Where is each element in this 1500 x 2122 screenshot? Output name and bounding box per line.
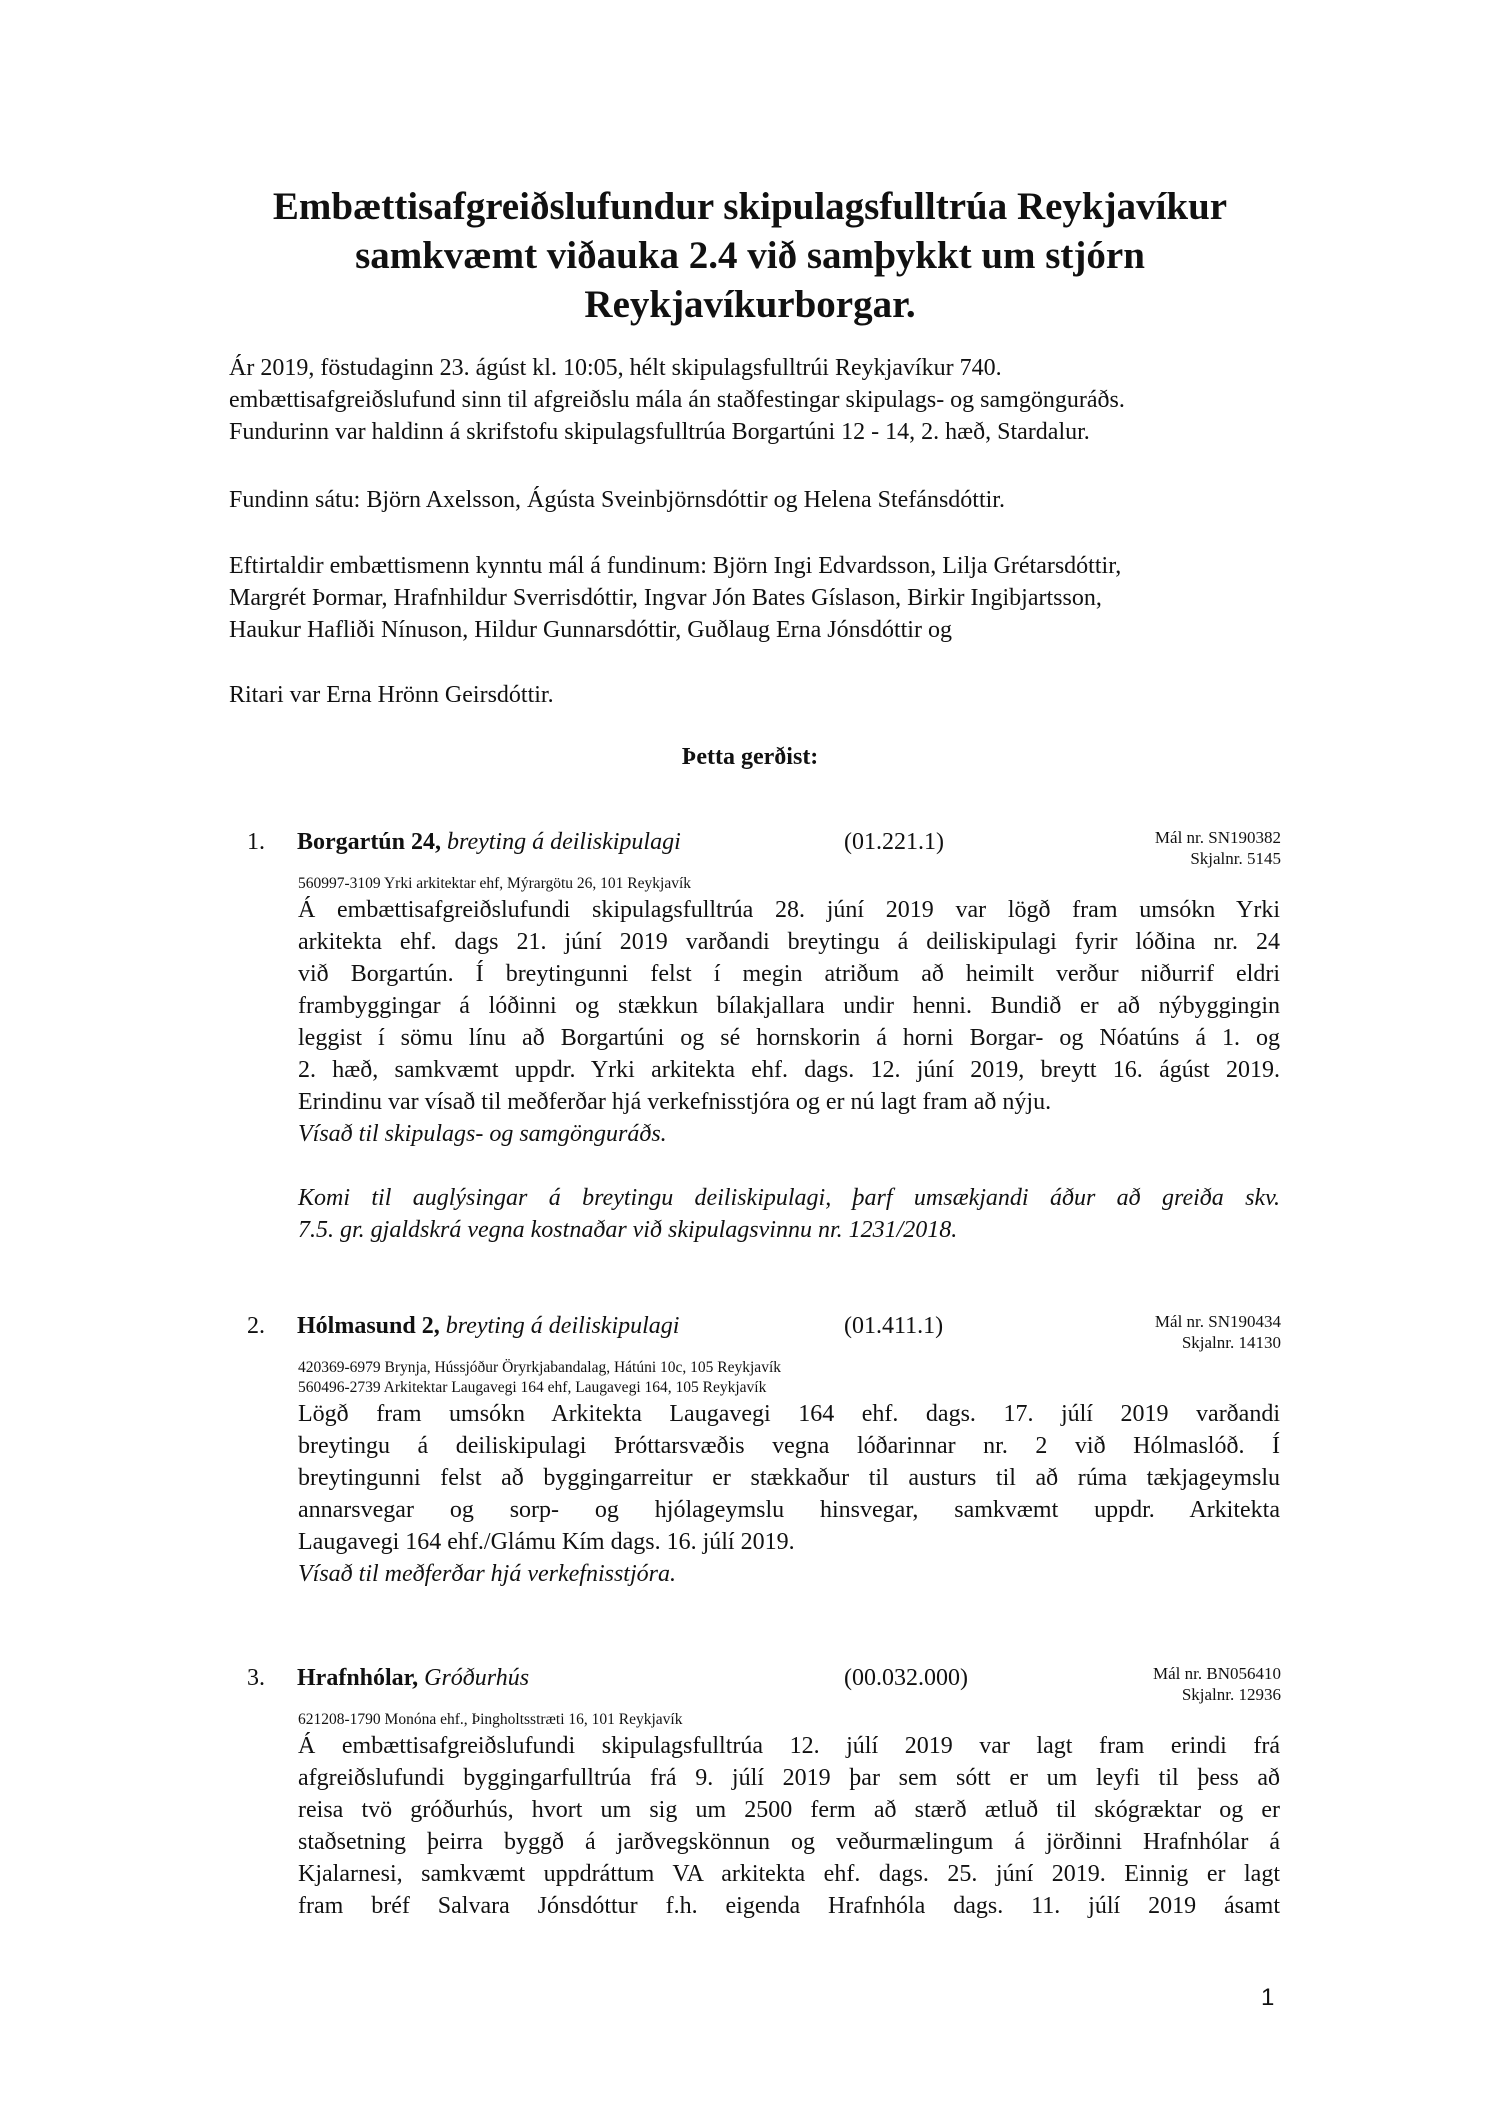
document-number: Skjalnr. 5145 bbox=[1190, 849, 1281, 868]
applicant: 560997-3109 Yrki arkitektar ehf, Mýrargötu 26, 101 Reykjavík bbox=[298, 875, 692, 892]
item-reference bbox=[1153, 1663, 1281, 1705]
agenda-item-header bbox=[0, 1665, 1500, 1725]
item-subject: breyting á deiliskipulagi bbox=[447, 829, 681, 855]
body-line: staðsetning þeirra byggð á jarðvegskönnun og veðurmælingum á jörðinni Hrafnhólar á bbox=[298, 1829, 1280, 1855]
body-line: arkitekta ehf. dags 21. júní 2019 varðandi breytingu á deiliskipulagi fyrir lóðina nr. 24 bbox=[298, 929, 1280, 955]
title-line: Embættisafgreiðslufundur skipulagsfulltrúa Reykjavíkur bbox=[272, 185, 1228, 228]
body-line: annarsvegar og sorp- og hjólageymslu hinsvegar, samkvæmt uppdr. Arkitekta bbox=[298, 1497, 1280, 1523]
body-line: leggist í sömu línu að Borgartúni og sé hornskorin á horni Borgar- og Nóatúns á 1. og bbox=[298, 1025, 1280, 1051]
intro-paragraph bbox=[229, 352, 1125, 448]
item-body bbox=[298, 1398, 1280, 1558]
body-line: Kjalarnesi, samkvæmt uppdráttum VA arkitekta ehf. dags. 25. júní 2019. Einnig er lagt bbox=[298, 1861, 1280, 1887]
item-name: Hólmasund 2, bbox=[297, 1313, 440, 1339]
document-number: Skjalnr. 12936 bbox=[1181, 1685, 1281, 1704]
item-subject: breyting á deiliskipulagi bbox=[445, 1313, 680, 1339]
case-number: Mál nr. SN190434 bbox=[1154, 1312, 1281, 1331]
intro-line: embættisafgreiðslufund sinn til afgreiðslu mála án staðfestingar skipulags- og samgönguráðs. bbox=[229, 387, 1125, 413]
body-line: Laugavegi 164 ehf./Glámu Kím dags. 16. júlí 2019. bbox=[298, 1529, 795, 1555]
title-line: Reykjavíkurborgar. bbox=[584, 283, 916, 326]
item-note bbox=[298, 1182, 1280, 1246]
item-code: (01.221.1) bbox=[844, 829, 944, 855]
intro-line: Fundurinn var haldinn á skrifstofu skipulagsfulltrúa Borgartúni 12 - 14, 2. hæð, Stardalur. bbox=[229, 419, 1090, 445]
item-title bbox=[297, 1313, 679, 1340]
note-line: Komi til auglýsingar á breytingu deiliskipulagi, þarf umsækjandi áður að greiða skv. bbox=[298, 1185, 1280, 1211]
secretary: Ritari var Erna Hrönn Geirsdóttir. bbox=[229, 682, 554, 708]
body-line: Lögð fram umsókn Arkitekta Laugavegi 164 ehf. dags. 17. júlí 2019 varðandi bbox=[298, 1401, 1280, 1427]
case-number: Mál nr. BN056410 bbox=[1153, 1664, 1281, 1683]
note-line: 7.5. gr. gjaldskrá vegna kostnaðar við skipulagsvinnu nr. 1231/2018. bbox=[298, 1217, 958, 1243]
body-line: Á embættisafgreiðslufundi skipulagsfulltrúa 12. júlí 2019 var lagt fram erindi frá bbox=[298, 1733, 1280, 1759]
item-reference bbox=[1155, 827, 1281, 869]
page-number: 1 bbox=[1261, 1984, 1275, 2011]
item-reference bbox=[1155, 1311, 1281, 1353]
item-decision bbox=[298, 1118, 1280, 1150]
body-line: frambyggingar á lóðinni og stækkun bílakjallara undir henni. Bundið er að nýbyggingin bbox=[298, 993, 1280, 1019]
item-number: 3. bbox=[247, 1665, 265, 1691]
applicant: 560496-2739 Arkitektar Laugavegi 164 ehf, Laugavegi 164, 105 Reykjavík bbox=[298, 1379, 767, 1396]
item-body bbox=[298, 1730, 1280, 1922]
document-number: Skjalnr. 14130 bbox=[1181, 1333, 1281, 1352]
intro-line: Ár 2019, föstudaginn 23. ágúst kl. 10:05, hélt skipulagsfulltrúi Reykjavíkur 740. bbox=[229, 355, 1002, 381]
applicant: 420369-6979 Brynja, Hússjóður Öryrkjabandalag, Hátúni 10c, 105 Reykjavík bbox=[298, 1359, 781, 1376]
item-title bbox=[297, 829, 681, 856]
decision-line: Vísað til skipulags- og samgönguráðs. bbox=[298, 1121, 667, 1147]
officials-line: Margrét Þormar, Hrafnhildur Sverrisdóttir, Ingvar Jón Bates Gíslason, Birkir Ingibjartsson, bbox=[229, 585, 1102, 611]
agenda-item-header bbox=[0, 829, 1500, 889]
body-line: breytingunni felst að byggingarreitur er stækkaður til austurs til að rúma tækjageymslu bbox=[298, 1465, 1280, 1491]
body-line: Á embættisafgreiðslufundi skipulagsfulltrúa 28. júní 2019 var lögð fram umsókn Yrki bbox=[298, 897, 1280, 923]
decision-line: Vísað til meðferðar hjá verkefnisstjóra. bbox=[298, 1561, 676, 1587]
item-subject: Gróðurhús bbox=[424, 1665, 530, 1691]
item-name: Hrafnhólar, bbox=[297, 1665, 419, 1691]
item-title bbox=[297, 1665, 529, 1692]
officials-line: Haukur Hafliði Nínuson, Hildur Gunnarsdóttir, Guðlaug Erna Jónsdóttir og bbox=[229, 617, 952, 643]
officials-line: Eftirtaldir embættismenn kynntu mál á fundinum: Björn Ingi Edvardsson, Lilja Grétarsdóttir, bbox=[229, 553, 1122, 579]
body-line: fram bréf Salvara Jónsdóttur f.h. eigenda Hrafnhóla dags. 11. júlí 2019 ásamt bbox=[298, 1893, 1280, 1919]
item-body bbox=[298, 894, 1280, 1118]
body-line: 2. hæð, samkvæmt uppdr. Yrki arkitekta ehf. dags. 12. júní 2019, breytt 16. ágúst 2019. bbox=[298, 1057, 1280, 1083]
item-number: 1. bbox=[247, 829, 265, 855]
body-line: reisa tvö gróðurhús, hvort um sig um 2500 ferm að stærð ætluð til skógræktar og er bbox=[298, 1797, 1280, 1823]
attendees: Fundinn sátu: Björn Axelsson, Ágústa Sveinbjörnsdóttir og Helena Stefánsdóttir. bbox=[229, 487, 1005, 513]
body-line: við Borgartún. Í breytingunni felst í megin atriðum að heimilt verður niðurrif eldri bbox=[298, 961, 1280, 987]
body-line: breytingu á deiliskipulagi Þróttarsvæðis vegna lóðarinnar nr. 2 við Hólmaslóð. Í bbox=[298, 1433, 1280, 1459]
item-name: Borgartún 24, bbox=[297, 829, 441, 855]
section-heading: Þetta gerðist: bbox=[681, 744, 819, 770]
officials-paragraph bbox=[229, 550, 1121, 646]
document-title bbox=[230, 182, 1270, 329]
applicant: 621208-1790 Monóna ehf., Þingholtsstræti 16, 101 Reykjavík bbox=[298, 1711, 683, 1728]
case-number: Mál nr. SN190382 bbox=[1154, 828, 1281, 847]
item-decision bbox=[298, 1558, 1280, 1590]
body-line: Erindinu var vísað til meðferðar hjá verkefnisstjóra og er nú lagt fram að nýju. bbox=[298, 1089, 1052, 1115]
body-line: afgreiðslufundi byggingarfulltrúa frá 9. júlí 2019 þar sem sótt er um leyfi til þess að bbox=[298, 1765, 1280, 1791]
item-code: (00.032.000) bbox=[844, 1665, 968, 1691]
title-line: samkvæmt viðauka 2.4 við samþykkt um stjórn bbox=[355, 234, 1145, 277]
item-number: 2. bbox=[247, 1313, 265, 1339]
item-code: (01.411.1) bbox=[844, 1313, 944, 1339]
